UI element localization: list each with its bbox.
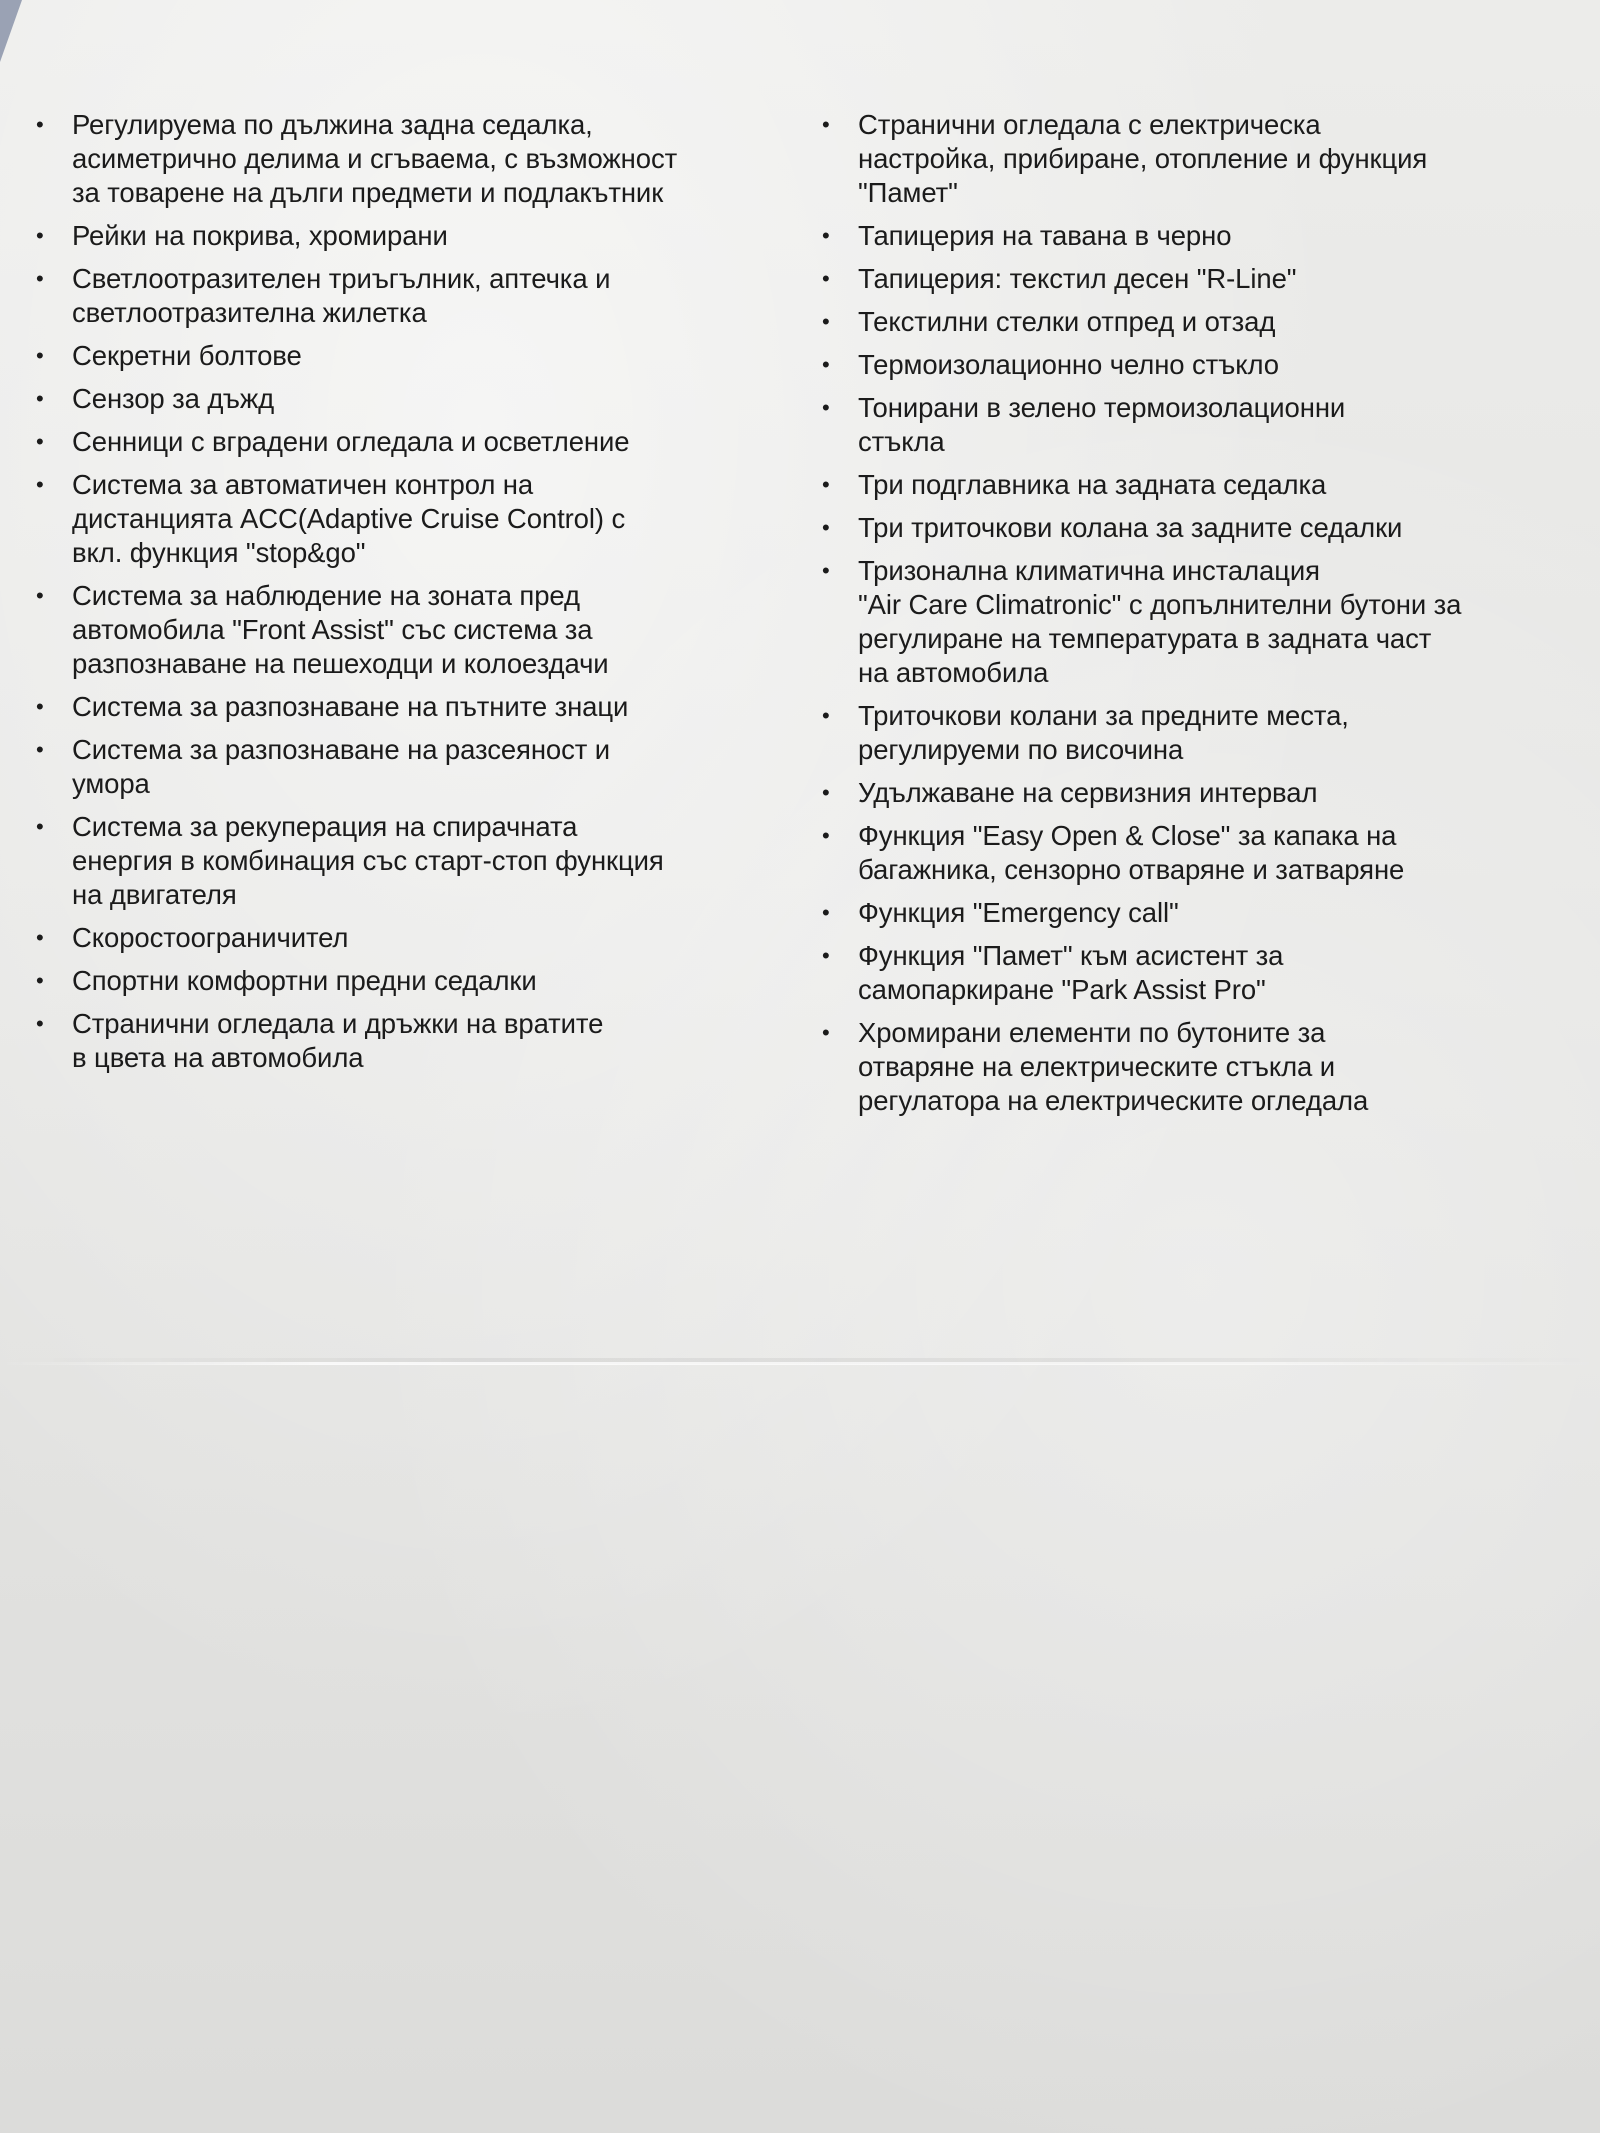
feature-item: • Тапицерия: текстил десен "R-Line" [822,263,1297,294]
bullet-icon: • [36,814,44,839]
bullet-icon: • [36,266,44,291]
feature-item: • Тапицерия на тавана в черно [822,220,1232,251]
bullet-icon: • [822,223,830,248]
feature-item: • Текстилни стелки отпред и отзад [822,306,1276,337]
feature-item: • Три подглавника на задната седалка [822,469,1327,500]
feature-item: • Система за разпознаване на пътните знаци [36,691,629,722]
bullet-icon: • [822,112,830,137]
left-feature-list [36,108,756,1084]
feature-item: • Сенници с вградени огледала и осветление [36,426,630,457]
bullet-icon: • [822,266,830,291]
bullet-icon: • [822,900,830,925]
bullet-icon: • [36,737,44,762]
bullet-icon: • [822,703,830,728]
bullet-icon: • [822,780,830,805]
background-corner [0,0,22,62]
feature-item: • Странични огледала с електрическа настройка, прибиране, отопление и функция "Памет" [822,109,1428,208]
feature-item: • Система за разпознаване на разсеяност и умора [36,734,611,799]
bullet-icon: • [822,309,830,334]
feature-item: • Функция "Emergency call" [822,897,1179,928]
feature-item: • Хромирани елементи по бутоните за отваряне на електрическите стъкла и регулатора на електрическите огледала [822,1017,1369,1116]
bullet-icon: • [36,112,44,137]
bullet-icon: • [36,694,44,719]
feature-item: • Термоизолационно челно стъкло [822,349,1279,380]
bullet-icon: • [822,558,830,583]
bullet-icon: • [36,223,44,248]
feature-item: • Система за наблюдение на зоната пред автомобила "Front Assist" със система за разпознаване на пешеходци и колоездачи [36,580,609,679]
feature-item: • Три триточкови колана за задните седалки [822,512,1403,543]
feature-item: • Сензор за дъжд [36,383,275,414]
feature-item: • Странични огледала и дръжки на вратите в цвета на автомобила [36,1008,604,1073]
bullet-icon: • [822,515,830,540]
feature-item: • Тризонална климатична инсталация "Air Care Climatronic" с допълнителни бутони за регулиране на температурата в задната част на автомобила [822,555,1462,688]
bullet-icon: • [36,343,44,368]
feature-item: • Триточкови колани за предните места, регулируеми по височина [822,700,1349,765]
feature-item: • Удължаване на сервизния интервал [822,777,1318,808]
feature-item: • Система за автоматичен контрол на дистанцията ACC(Adaptive Cruise Control) с вкл. функция "stop&go" [36,469,626,568]
feature-item: • Секретни болтове [36,340,302,371]
feature-item: • Рейки на покрива, хромирани [36,220,448,251]
feature-item: • Тонирани в зелено термоизолационни стъкла [822,392,1346,457]
bullet-icon: • [822,395,830,420]
bullet-icon: • [822,352,830,377]
feature-item: • Функция "Easy Open & Close" за капака на багажника, сензорно отваряне и затваряне [822,820,1405,885]
bullet-icon: • [36,386,44,411]
feature-item: • Функция "Памет" към асистент за самопаркиране "Park Assist Pro" [822,940,1284,1005]
feature-item: • Регулируема по дължина задна седалка, асиметрично делима и сгъваема, с възможност за товарене на дълги предмети и подлакътник [36,109,678,208]
bullet-icon: • [36,429,44,454]
feature-item: • Спортни комфортни предни седалки [36,965,537,996]
bullet-icon: • [822,823,830,848]
bullet-icon: • [36,968,44,993]
right-feature-list [822,108,1522,1127]
bullet-icon: • [36,925,44,950]
bullet-icon: • [822,1020,830,1045]
bullet-icon: • [36,1011,44,1036]
bullet-icon: • [36,472,44,497]
feature-item: • Светлоотразителен триъгълник, аптечка и светлоотразителна жилетка [36,263,611,328]
bullet-icon: • [822,943,830,968]
bullet-icon: • [36,583,44,608]
paper-fold-highlight [0,1362,1600,1365]
feature-item: • Система за рекуперация на спирачната енергия в комбинация със старт-стоп функция на двигателя [36,811,664,910]
bullet-icon: • [822,472,830,497]
feature-item: • Скоростоограничител [36,922,349,953]
